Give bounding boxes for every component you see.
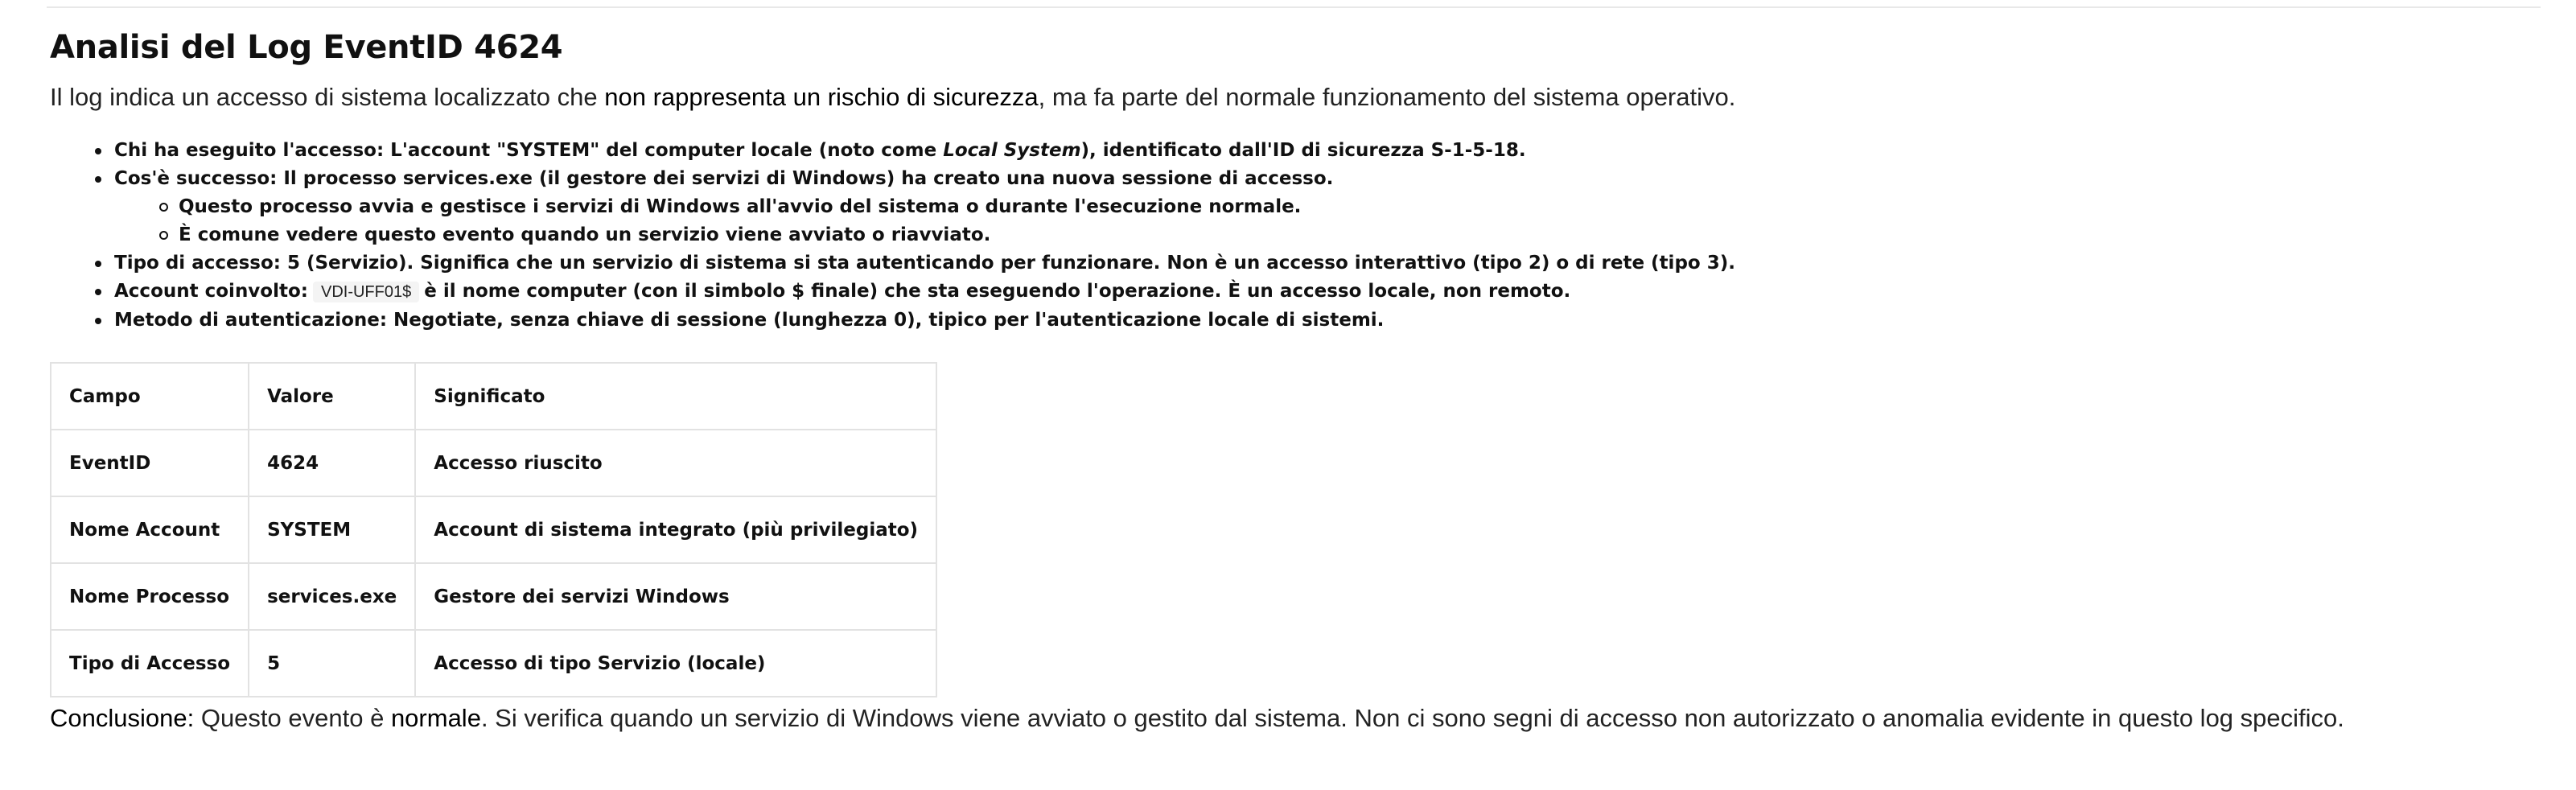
table-header-cell: Campo	[51, 363, 249, 430]
table-cell: Tipo di Accesso	[51, 630, 249, 697]
table-cell: EventID	[51, 430, 249, 496]
table-cell: Gestore dei servizi Windows	[415, 563, 936, 630]
event-table	[50, 362, 937, 697]
conclusion-text-after: . Si verifica quando un servizio di Windows viene avviato o gestito dal sistema. Non ci sono segni di accesso non autorizzato o anomalia evidente in questo log specifico.	[480, 704, 2344, 732]
what-sublist	[114, 193, 2528, 249]
table-row	[51, 563, 936, 630]
table-cell: 4624	[249, 430, 415, 496]
conclusion-text-before: Questo evento è	[194, 704, 391, 732]
table-cell: Accesso di tipo Servizio (locale)	[415, 630, 936, 697]
account-text-before: Account coinvolto:	[114, 281, 308, 302]
table-row	[51, 430, 936, 496]
conclusion-paragraph	[50, 702, 2528, 734]
sublist-item: Questo processo avvia e gestisce i servizi di Windows all'avvio del sistema o durante l'esecuzione normale.	[179, 193, 2528, 221]
list-item-account	[114, 278, 2528, 307]
who-text-before: Chi ha eseguito l'accesso: L'account "SYSTEM" del computer locale (noto come	[114, 140, 944, 161]
table-cell: Account di sistema integrato (più privilegiato)	[415, 496, 936, 563]
table-header-cell: Significato	[415, 363, 936, 430]
table-cell: Accesso riuscito	[415, 430, 936, 496]
table-cell: Nome Account	[51, 496, 249, 563]
table-header-cell: Valore	[249, 363, 415, 430]
table-header-row	[51, 363, 936, 430]
conclusion-label: Conclusione:	[50, 704, 195, 732]
summary-list	[50, 137, 2528, 335]
intro-text-after: , ma fa parte del normale funzionamento del sistema operativo.	[1038, 83, 1736, 111]
who-text-after: ), identificato dall'ID di sicurezza S-1-5-18.	[1080, 140, 1526, 161]
table-cell: Nome Processo	[51, 563, 249, 630]
table-cell: SYSTEM	[249, 496, 415, 563]
analysis-document	[50, 26, 2528, 734]
intro-paragraph	[50, 80, 2528, 114]
list-item-who	[114, 137, 2528, 165]
table-cell: 5	[249, 630, 415, 697]
conclusion-emphasis: normale	[390, 704, 481, 732]
intro-emphasis: non rappresenta un rischio di sicurezza	[604, 83, 1039, 111]
top-divider	[47, 6, 2541, 8]
account-text-after: è il nome computer (con il simbolo $ finale) che sta eseguendo l'operazione. È un accesso locale, non remoto.	[424, 281, 1571, 302]
table-row	[51, 630, 936, 697]
table-row	[51, 496, 936, 563]
list-item-type: Tipo di accesso: 5 (Servizio). Significa che un servizio di sistema si sta autenticando per funzionare. Non è un accesso interattivo (tipo 2) o di rete (tipo 3).	[114, 249, 2528, 278]
sublist-item: È comune vedere questo evento quando un servizio viene avviato o riavviato.	[179, 221, 2528, 249]
table-cell: services.exe	[249, 563, 415, 630]
intro-text-before: Il log indica un accesso di sistema localizzato che	[50, 83, 605, 111]
list-item-what	[114, 165, 2528, 249]
what-text: Cos'è successo: Il processo services.exe (il gestore dei servizi di Windows) ha creato una nuova sessione di accesso.	[114, 168, 1334, 189]
list-item-method: Metodo di autenticazione: Negotiate, senza chiave di sessione (lunghezza 0), tipico per l'autenticazione locale di sistemi.	[114, 307, 2528, 335]
who-italic: Local System	[943, 140, 1081, 161]
account-code: VDI-UFF01$	[313, 282, 419, 302]
page-title: Analisi del Log EventID 4624	[50, 29, 563, 66]
